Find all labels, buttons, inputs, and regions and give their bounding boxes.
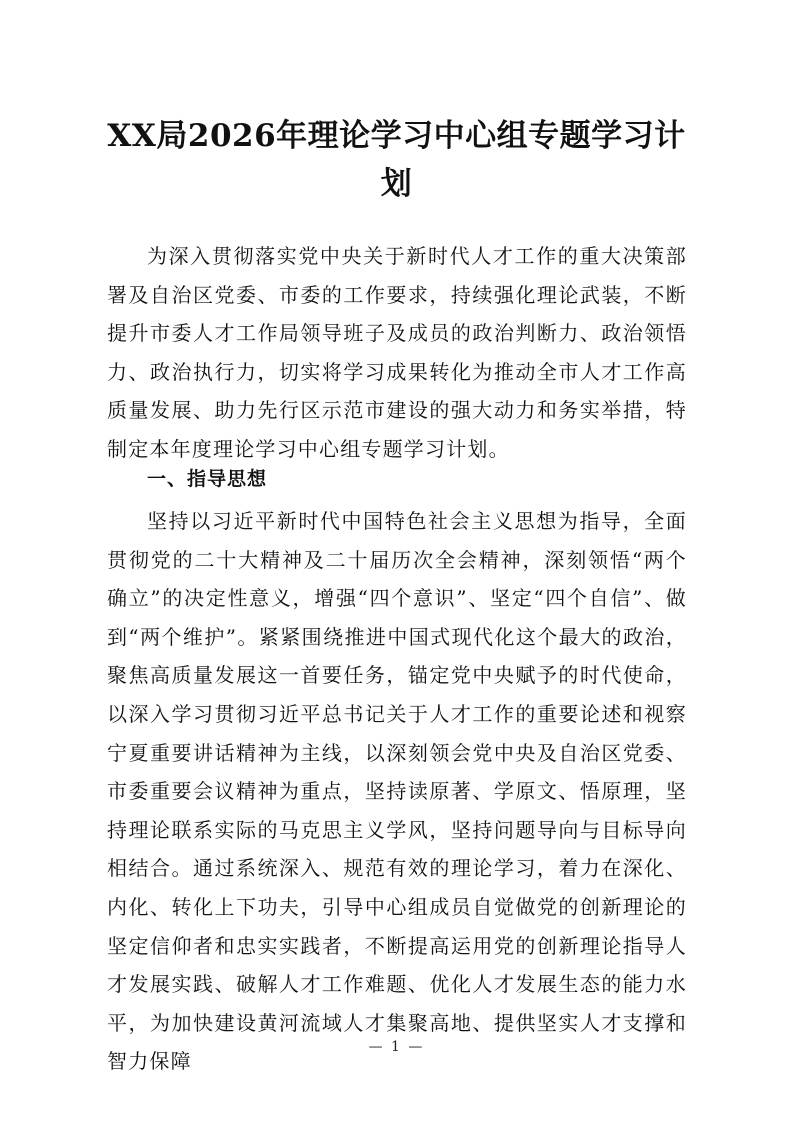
intro-paragraph: 为深入贯彻落实党中央关于新时代人才工作的重大决策部署及自治区党委、市委的工作要求，持续强化理论武装，不断提升市委人才工作局领导班子及成员的政治判断力、政治领悟力、政治执行力，切实将学习成果转化为推动全市人才工作高质量发展、助力先行区示范市建设的强大动力和务实举措，特制定本年度理论学习中心组专题学习计划。 bbox=[107, 244, 687, 461]
document-title: XX局2026年理论学习中心组专题学习计划 bbox=[107, 118, 686, 202]
section-body-guiding-ideology: 坚持以习近平新时代中国特色社会主义思想为指导，全面贯彻党的二十大精神及二十届历次全会精神，深刻领悟“两个确立”的决定性意义，增强“四个意识”、坚定“四个自信”、做到“两个维护”。紧紧围绕推进中国式现代化这个最大的政治，聚焦高质量发展这一首要任务，锚定党中央赋予的时代使命，以深入学习贯彻习近平总书记关于人才工作的重要论述和视察宁夏重要讲话精神为主线，以深刻领会党中央及自治区党委、市委重要会议精神为重点，坚持读原著、学原文、悟原理，坚持理论联系实际的马克思主义学风，坚持问题导向与目标导向相结合。通过系统深入、规范有效的理论学习，着力在深化、内化、转化上下功夫，引导中心组成员自觉做党的创新理论的坚定信仰者和忠实实践者，不断提高运用党的创新理论指导人才发展实践、破解人才工作难题、优化人才发展生态的能力水平，为加快建设黄河流域人才集聚高地、提供坚实人才支撑和智力保障 bbox=[107, 509, 687, 1074]
page-number: — 1 — bbox=[368, 1039, 425, 1055]
section-heading-guiding-ideology: 一、指导思想 bbox=[147, 468, 268, 490]
